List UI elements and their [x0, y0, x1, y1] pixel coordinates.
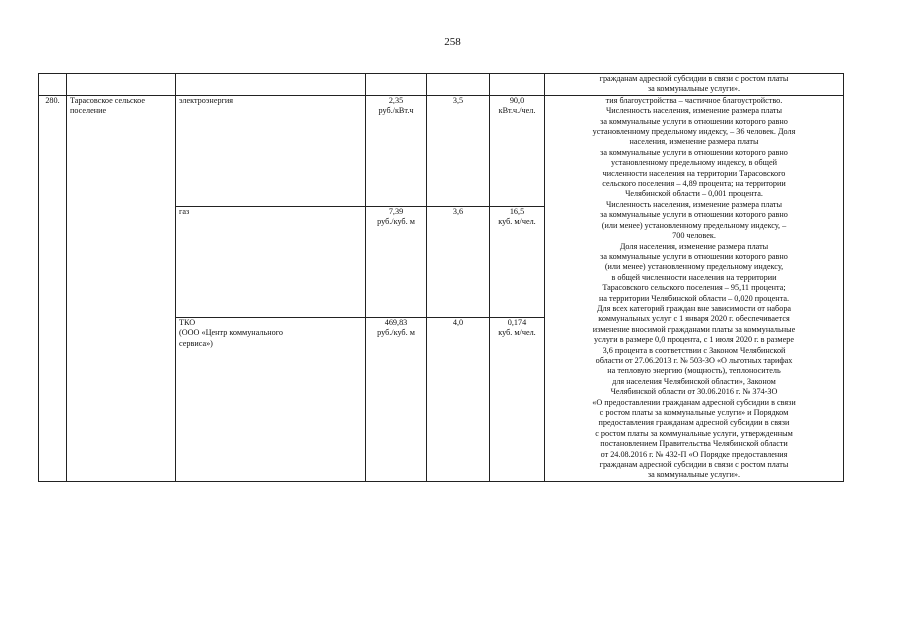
description-line: 700 человек. — [672, 231, 716, 241]
description-line: за коммунальные услуги в отношении которого равно — [600, 210, 788, 220]
service-name — [176, 95, 366, 206]
description-line: за коммунальные услуги». — [647, 470, 741, 480]
norm-value: 90,0 — [509, 95, 525, 105]
description-line: с ростом платы за коммунальные услуги» и Порядком — [599, 408, 789, 417]
description-line: 3,6 процента в соответствии с Законом Челябинской — [602, 345, 786, 355]
description-line: установленному предельному индексу, в общей — [611, 158, 777, 168]
description-line: Численность населения, изменение размера платы — [605, 106, 782, 116]
row-number: 280. — [39, 95, 67, 481]
description-line: Доля населения, изменение размера платы — [619, 241, 769, 251]
norm-value: 16,5 — [509, 206, 525, 216]
index-cell: 4,0 — [427, 317, 490, 481]
description-cell — [545, 95, 844, 481]
tariff-unit: руб./куб. м — [377, 328, 415, 338]
description-line: «О предоставлении гражданам адресной субсидии в связи — [592, 397, 796, 407]
description-line: предоставления гражданам адресной субсидии в связи — [598, 418, 790, 428]
description-line: области от 27.06.2013 г. № 503-ЗО «О льготных тарифах — [595, 355, 793, 365]
description-line: Тарасовского сельского поселения – 95,11 процента; — [602, 283, 786, 293]
table-row-service-1 — [39, 95, 844, 206]
description-line: в общей численности населения на территории — [611, 272, 777, 282]
description-line: за коммунальные услуги в отношении которого равно — [600, 116, 788, 126]
service-line: электроэнергия — [179, 95, 234, 105]
description-line: постановлением Правительства Челябинской области — [600, 439, 788, 449]
description-line: (или менее) установленному предельному индексу, – — [601, 220, 787, 230]
tariff-unit: руб./кВт.ч — [378, 106, 414, 116]
norm-cell — [490, 317, 545, 481]
continuation-line: гражданам адресной субсидии в связи с ростом платы — [599, 74, 789, 83]
norm-unit: куб. м/чел. — [498, 328, 536, 338]
service-line: сервиса») — [179, 338, 213, 348]
description-line: коммунальных услуг с 1 января 2020 г. обеспечивается — [598, 314, 790, 324]
continuation-text — [545, 74, 844, 96]
continuation-row — [39, 74, 844, 96]
municipality-name — [67, 95, 176, 481]
cell-tariff-empty — [366, 74, 427, 96]
description-line: Челябинской области от 30.06.2016 г. № 374-ЗО — [610, 387, 778, 397]
description-line: за коммунальные услуги в отношении которого равно — [600, 251, 788, 261]
service-line: (ООО «Центр коммунального — [179, 328, 283, 338]
index-cell: 3,5 — [427, 95, 490, 206]
norm-unit: кВт.ч./чел. — [498, 106, 536, 116]
service-name — [176, 206, 366, 317]
service-line: ТКО — [179, 317, 196, 327]
description-line: за коммунальные услуги в отношении которого равно — [600, 147, 788, 157]
tariff-value: 2,35 — [388, 95, 404, 105]
description-line: изменение вносимой гражданами платы за коммунальные — [592, 324, 796, 334]
description-line: тия благоустройства – частичное благоустройство. — [605, 95, 783, 105]
description-line: Для всех категорий граждан вне зависимости от набора — [596, 303, 792, 313]
tariff-cell — [366, 95, 427, 206]
cell-num-empty — [39, 74, 67, 96]
description-line: сельского поселения – 4,89 процента; на территории — [602, 179, 786, 189]
cell-index-empty — [427, 74, 490, 96]
service-name — [176, 317, 366, 481]
norm-value: 0,174 — [507, 317, 527, 327]
description-line: Численность населения, изменение размера платы — [605, 199, 782, 209]
tariff-table — [38, 73, 844, 482]
description-line: от 24.08.2016 г. № 432-П «О Порядке предоставления — [600, 449, 788, 459]
index-cell: 3,6 — [427, 206, 490, 317]
municipality-line: Тарасовское сельское — [70, 95, 145, 105]
description-line: с ростом платы за коммунальные услуги, утвержденным — [595, 428, 793, 438]
description-line: (или менее) установленному предельному индексу, — [604, 262, 784, 272]
municipality-line: поселение — [70, 106, 107, 116]
norm-cell — [490, 95, 545, 206]
description-line: установленному предельному индексу, – 36 человек. Доля — [592, 127, 796, 137]
tariff-cell — [366, 317, 427, 481]
description-line: для населения Челябинской области», Законом — [612, 376, 776, 386]
tariff-value: 7,39 — [388, 206, 404, 216]
service-line: газ — [179, 206, 190, 216]
tariff-cell — [366, 206, 427, 317]
description-line: услуги в размере 0,0 процента, с 1 июля 2020 г. в размере — [594, 335, 794, 345]
page-number: 258 — [444, 36, 461, 48]
cell-svc-empty — [176, 74, 366, 96]
norm-unit: куб. м/чел. — [498, 217, 536, 227]
norm-cell — [490, 206, 545, 317]
tariff-value: 469,83 — [384, 317, 408, 327]
description-line: численности населения на территории Тарасовского — [602, 168, 786, 178]
continuation-line: за коммунальные услуги». — [647, 84, 741, 94]
description-line: населения, изменение размера платы — [629, 137, 759, 147]
description-line: гражданам адресной субсидии в связи с ростом платы — [599, 460, 789, 470]
description-line: Челябинской области – 0,001 процента. — [625, 189, 763, 199]
cell-mun-empty — [67, 74, 176, 96]
description-line: на тепловую энергию (мощность), теплоноситель — [607, 366, 781, 376]
tariff-unit: руб./куб. м — [377, 217, 415, 227]
cell-norm-empty — [490, 74, 545, 96]
description-line: на территории Челябинской области – 0,020 процента. — [598, 293, 790, 303]
